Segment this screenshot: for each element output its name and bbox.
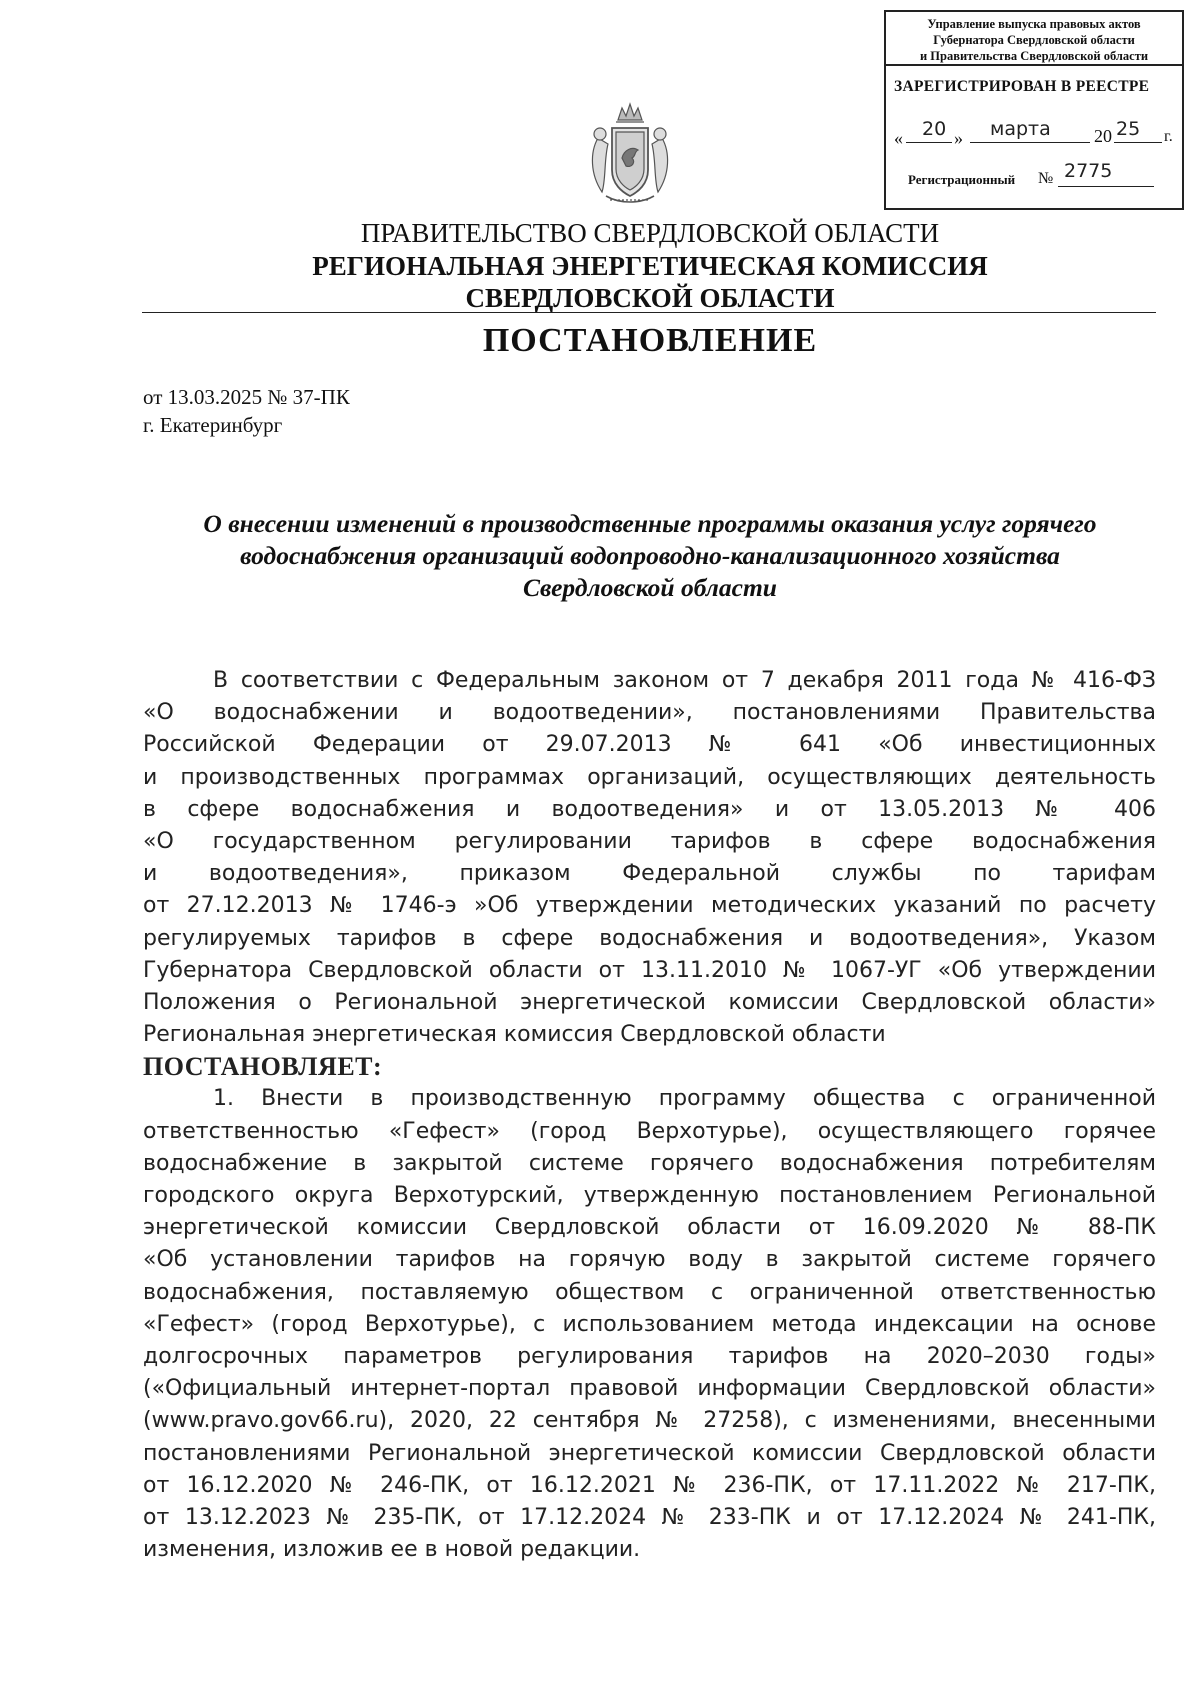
preamble-line: и водоотведения», приказом Федеральной службы по тарифам [143, 861, 1156, 887]
stamp-date [886, 120, 1182, 156]
commission-name-line2: СВЕРДЛОВСКОЙ ОБЛАСТИ [465, 283, 835, 313]
item1-line: «Гефест» (город Верхотурье), с использованием метода индексации на основе [143, 1311, 1156, 1337]
preamble-line: Положения о Региональной энергетической комиссии Свердловской области» [143, 989, 1156, 1015]
document-subject [140, 508, 1160, 604]
subject-line: О внесении изменений в производственные программы оказания услуг горячего [203, 509, 1097, 538]
resolves-heading: ПОСТАНОВЛЯЕТ: [143, 1052, 383, 1082]
stamp-header-line: и Правительства Свердловской области [919, 49, 1149, 63]
stamp-year-suffix: 25 [1116, 118, 1141, 140]
stamp-open-quote: « [894, 128, 903, 148]
coat-of-arms-icon [580, 100, 680, 210]
subject-line: Свердловской области [523, 573, 777, 602]
stamp-number-sign: № [1038, 170, 1054, 187]
preamble-line: «О водоснабжении и водоотведении», постановлениями Правительства [143, 700, 1156, 726]
item1-line: от 16.12.2020 № 246-ПК, от 16.12.2021 № 236-ПК, от 17.11.2022 № 217-ПК, [143, 1472, 1156, 1498]
stamp-day: 20 [922, 118, 947, 140]
stamp-year-prefix: 20 [1094, 126, 1112, 146]
stamp-header-line: Управление выпуска правовых актов [927, 17, 1141, 31]
document-type-title: ПОСТАНОВЛЕНИЕ [482, 322, 818, 359]
stamp-day-underline [906, 142, 952, 143]
stamp-reg-number [886, 160, 1182, 206]
stamp-registered-label: ЗАРЕГИСТРИРОВАН В РЕЕСТРЕ [894, 78, 1150, 95]
stamp-header-line: Губернатора Свердловской области [933, 33, 1135, 47]
item1-line: изменения, изложив ее в новой редакции. [143, 1537, 641, 1563]
preamble-line: Региональная энергетическая комиссия Свердловской области [143, 1022, 886, 1048]
preamble-line: и производственных программах организаций, осуществляющих деятельность [143, 764, 1156, 790]
item1-line: водоснабжение в закрытой системе горячего водоснабжения потребителям [143, 1150, 1156, 1176]
preamble-line: «О государственном регулировании тарифов в сфере водоснабжения [143, 828, 1156, 854]
item1-line: городского округа Верхотурский, утвержденную постановлением Региональной [143, 1183, 1156, 1208]
stamp-header [886, 12, 1182, 66]
item1-line: постановлениями Региональной энергетической комиссии Свердловской области [143, 1440, 1156, 1466]
preamble-line: Губернатора Свердловской области от 13.11.2010 № 1067-УГ «Об утверждении [143, 957, 1156, 983]
preamble-line: В соответствии с Федеральным законом от 7 декабря 2011 года № 416-ФЗ [213, 668, 1156, 693]
stamp-month-underline [970, 142, 1090, 143]
preamble-line: от 27.12.2013 № 1746-э »Об утверждении методических указаний по расчету [143, 893, 1156, 919]
preamble-line: Российской Федерации от 29.07.2013 № 641 «Об инвестиционных [143, 732, 1156, 758]
stamp-number-value: 2775 [1064, 160, 1113, 182]
item1-line: водоснабжения, поставляемую обществом с ограниченной ответственностью [143, 1279, 1156, 1305]
stamp-year-underline [1114, 142, 1162, 143]
commission-name-line1: РЕГИОНАЛЬНАЯ ЭНЕРГЕТИЧЕСКАЯ КОМИССИЯ [312, 251, 988, 281]
preamble-line: в сфере водоснабжения и водоотведения» и от 13.05.2013 № 406 [143, 796, 1156, 822]
document-date-number: от 13.03.2025 № 37-ПК [143, 385, 350, 409]
item1-line: ответственностью «Гефест» (город Верхотурье), осуществляющего горячее [143, 1118, 1156, 1144]
stamp-reg-label: Регистрационный [908, 172, 1016, 187]
item1-line: («Официальный интернет-портал правовой информации Свердловской области» [143, 1376, 1156, 1402]
header-divider [142, 312, 1156, 313]
item1-line: от 13.12.2023 № 235-ПК, от 17.12.2024 № 233-ПК и от 17.12.2024 № 241-ПК, [143, 1504, 1156, 1530]
registration-stamp [884, 10, 1184, 210]
subject-line: водоснабжения организаций водопроводно-канализационного хозяйства [240, 541, 1060, 570]
stamp-year-unit: г. [1164, 128, 1173, 145]
stamp-number-underline [1058, 186, 1154, 187]
preamble-line: регулируемых тарифов в сфере водоснабжения и водоотведения», Указом [143, 925, 1156, 951]
item1-line: (www.pravo.gov66.ru), 2020, 22 сентября № 27258), с изменениями, внесенными [143, 1408, 1156, 1434]
item1-line: «Об установлении тарифов на горячую воду в закрытой системе горячего [143, 1247, 1156, 1273]
stamp-close-quote: » [954, 128, 963, 148]
stamp-month: марта [990, 118, 1051, 140]
government-name: ПРАВИТЕЛЬСТВО СВЕРДЛОВСКОЙ ОБЛАСТИ [360, 218, 940, 248]
item1-line: 1. Внести в производственную программу общества с ограниченной [213, 1086, 1156, 1112]
item1-line: энергетической комиссии Свердловской области от 16.09.2020 № 88-ПК [143, 1215, 1156, 1241]
document-body [143, 665, 1156, 1566]
document-city: г. Екатеринбург [143, 413, 283, 437]
item1-line: долгосрочных параметров регулирования тарифов на 2020–2030 годы» [143, 1343, 1156, 1369]
